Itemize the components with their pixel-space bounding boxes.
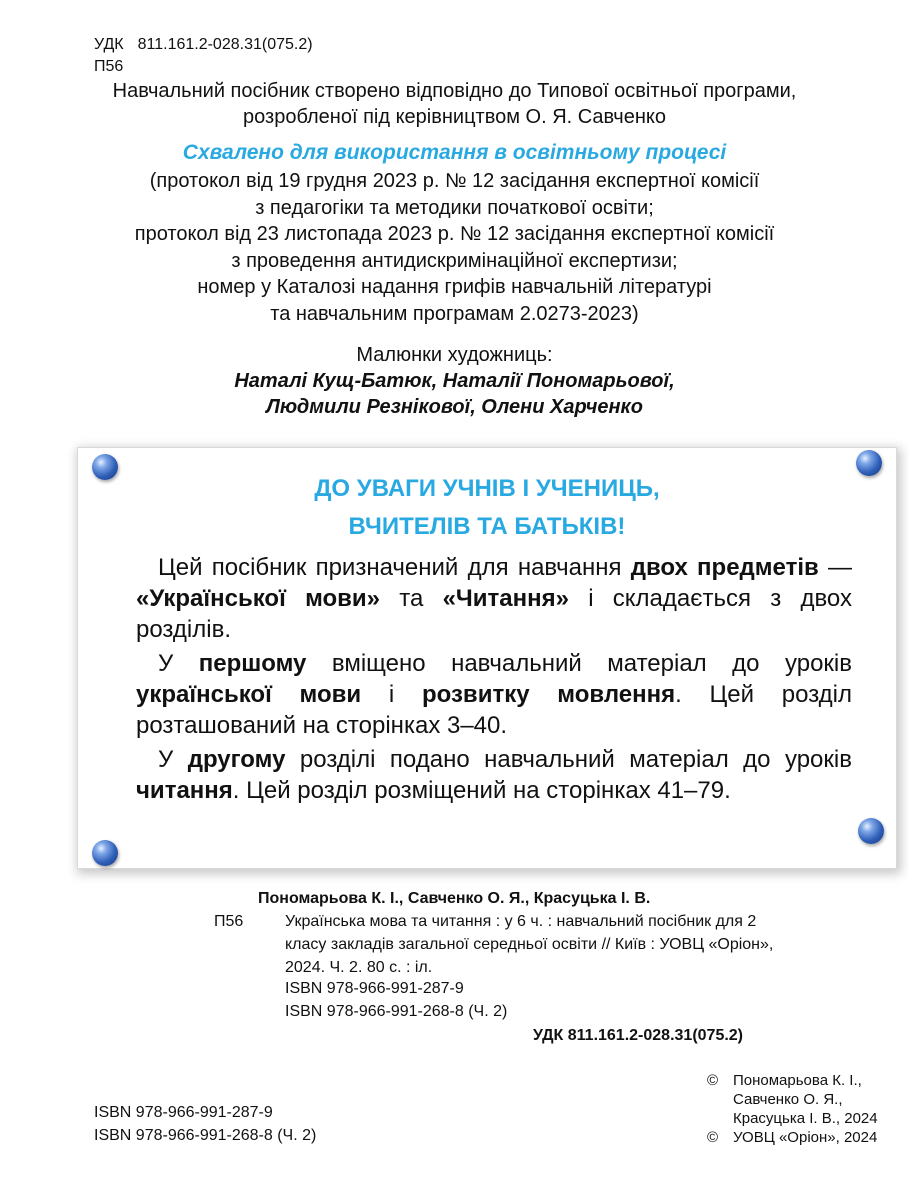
illustrators-line: Людмили Резнікової, Олени Харченко bbox=[266, 396, 643, 418]
notice-title-line: ВЧИТЕЛІВ ТА БАТЬКІВ! bbox=[348, 513, 626, 540]
notice-paragraph-3: У другому розділі подано навчальний матеріал до уроків читання. Цей розділ розміщений на сторінках 41–79. bbox=[136, 746, 852, 804]
protocol-line: номер у Каталозі надання грифів навчальній літературі bbox=[197, 276, 712, 299]
notice-paragraph-1: Цей посібник призначений для навчання двох предметів — «Української мови» та «Читання» і складається з двох розділів. bbox=[136, 554, 853, 643]
notice-paragraph-2: У першому вміщено навчальний матеріал до уроків української мови і розвитку мовлення. Цей розділ розташований на сторінках 3–40. bbox=[136, 650, 853, 739]
copyright-line: Пономарьова К. І., bbox=[733, 1072, 862, 1089]
illustrators-label: Малюнки художниць: bbox=[356, 344, 553, 366]
copyright-icon: © bbox=[707, 1129, 719, 1146]
biblio-authors: Пономарьова К. І., Савченко О. Я., Красуцька І. В. bbox=[258, 890, 651, 907]
isbn-line: ISBN 978-966-991-287-9 bbox=[285, 980, 464, 997]
copyright-icon: © bbox=[707, 1072, 719, 1089]
biblio-isbn bbox=[285, 977, 507, 1023]
copyright-line: Савченко О. Я., bbox=[733, 1091, 843, 1108]
intro-line: розробленої під керівництвом О. Я. Савченко bbox=[243, 106, 666, 128]
isbn-line: ISBN 978-966-991-287-9 bbox=[94, 1104, 273, 1121]
isbn-line: ISBN 978-966-991-268-8 (Ч. 2) bbox=[285, 1003, 508, 1020]
pin-icon bbox=[858, 818, 884, 844]
protocol-line: з проведення антидискримінаційної експертизи; bbox=[231, 249, 678, 272]
udk-index: П56 bbox=[94, 58, 124, 75]
copyright-block bbox=[707, 1071, 878, 1147]
protocol-line: та навчальним програмам 2.0273-2023) bbox=[270, 302, 639, 325]
biblio-description: Українська мова та читання : у 6 ч. : навчальний посібник для 2 класу закладів загальної середньої освіти // Київ : УОВЦ «Оріон», 2024. Ч. 2. 80 с. : іл. bbox=[285, 913, 774, 976]
biblio-index: П56 bbox=[214, 913, 244, 930]
isbn-line: ISBN 978-966-991-268-8 (Ч. 2) bbox=[94, 1127, 317, 1144]
protocol-line: з педагогіки та методики початкової освіти; bbox=[255, 196, 654, 219]
approval-heading: Схвалено для використання в освітньому процесі bbox=[182, 141, 727, 164]
protocol-line: (протокол від 19 грудня 2023 р. № 12 засідання експертної комісії bbox=[149, 170, 760, 192]
protocol-line: протокол від 23 листопада 2023 р. № 12 засідання експертної комісії bbox=[134, 223, 775, 246]
intro-text bbox=[0, 78, 909, 130]
notice-title bbox=[78, 470, 896, 546]
biblio-udk: УДК 811.161.2-028.31(075.2) bbox=[533, 1027, 744, 1044]
udk-code: 811.161.2-028.31(075.2) bbox=[137, 36, 313, 53]
copyright-line: Красуцька І. В., 2024 bbox=[733, 1110, 878, 1127]
intro-line: Навчальний посібник створено відповідно до Типової освітньої програми, bbox=[112, 80, 797, 102]
udk-label: УДК bbox=[94, 36, 124, 53]
illustrators-names bbox=[0, 368, 909, 420]
notice-board bbox=[78, 448, 896, 868]
protocol-text bbox=[0, 168, 909, 328]
notice-title-line: ДО УВАГИ УЧНІВ І УЧЕНИЦЬ, bbox=[314, 475, 660, 502]
copyright-publisher: УОВЦ «Оріон», 2024 bbox=[733, 1129, 878, 1146]
isbn-bottom bbox=[94, 1101, 316, 1147]
illustrators-line: Наталі Кущ-Батюк, Наталії Пономарьової, bbox=[234, 370, 675, 392]
udk-header bbox=[94, 34, 313, 78]
pin-icon bbox=[92, 840, 118, 866]
